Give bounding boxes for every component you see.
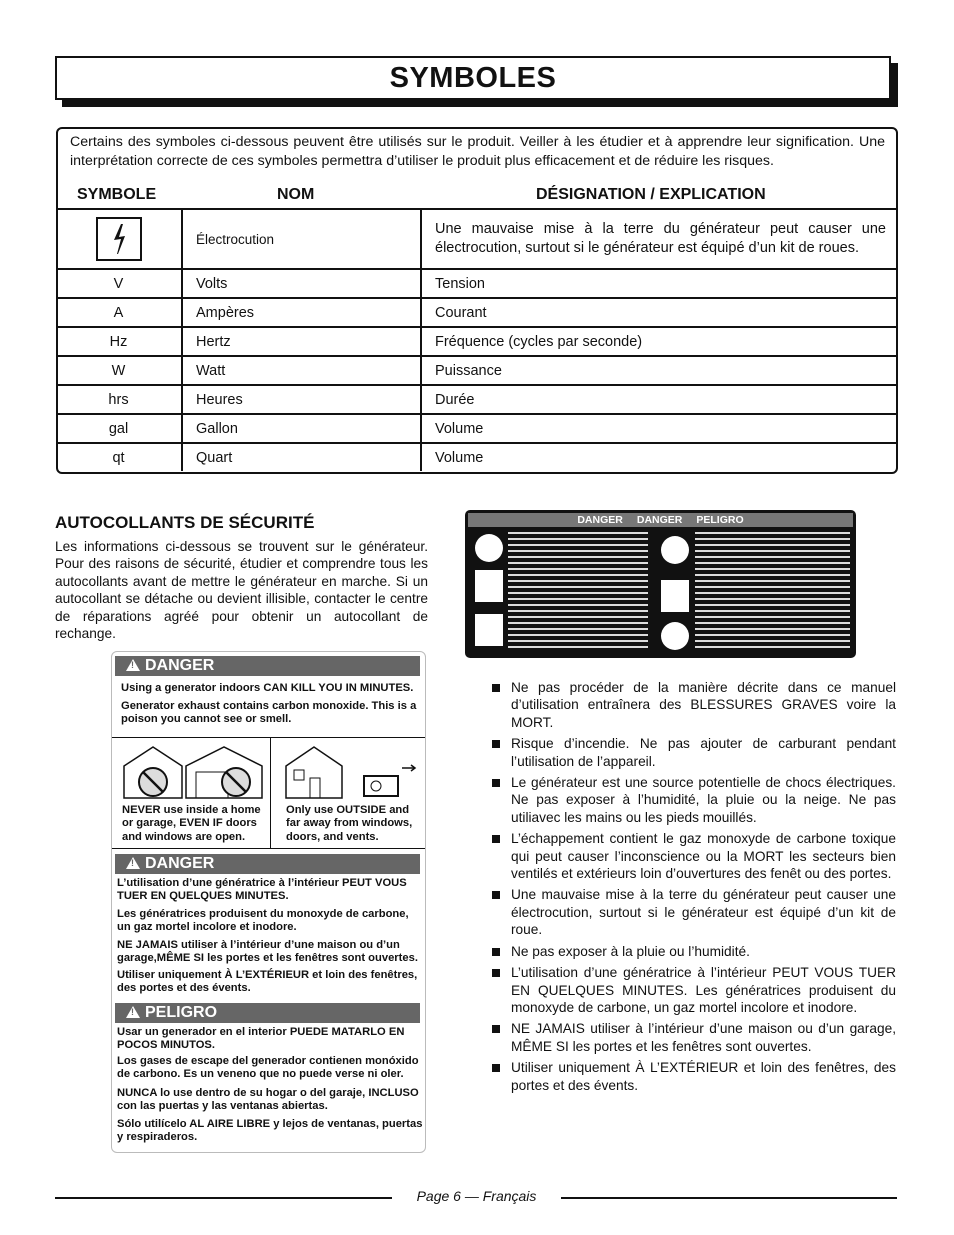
label-es-4: Sólo utilícelo AL AIRE LIBRE y lejos de ventanas, puertas y respiraderos. (117, 1118, 423, 1144)
symbol-cell: hrs (56, 385, 182, 414)
symbol-cell: qt (56, 443, 182, 471)
list-item: Le générateur est une source potentielle de chocs électriques. Ne pas exposer à l’humidité, la pluie ou la neige. Ne pas utiliavec les mains ou les pieds mouillés. (492, 774, 896, 826)
label-es-2: Los gases de escape del generador contienen monóxido de carbono. Es un veneno que no puede verse ni oler. (117, 1055, 419, 1081)
desc-cell: Volume (421, 414, 898, 443)
header-symbol: SYMBOLE (77, 186, 157, 203)
label-en-2: Generator exhaust contains carbon monoxide. This is a poison you cannot see or smell. (121, 700, 417, 726)
label2-bar (468, 513, 853, 527)
list-item: L’utilisation d’une génératrice à l’intérieur PEUT VOUS TUER EN QUELQUES MINUTES. Les génératrices produisent du monoxyde de carbone, un gaz mortel incolore et inodore. (492, 964, 896, 1016)
table-row (56, 327, 898, 356)
label2-text-left (508, 532, 648, 652)
section-text: Les informations ci-dessous se trouvent sur le générateur. Pour des raisons de sécurité, étudier et comprendre tous les autocollants avant de mettre le générateur en marche. Si un autocollant se détache ou devient illisible, contacter le centre de réparations agréé pour obtenir un autocollant de rechange. (55, 539, 428, 642)
page-title: SYMBOLES (389, 61, 557, 94)
footer-rule-right (561, 1197, 897, 1199)
symbol-cell: V (56, 269, 182, 298)
desc-cell: Durée (421, 385, 898, 414)
peligro-label: PELIGRO (145, 1004, 218, 1021)
footer-rule-left (55, 1197, 392, 1199)
name-cell: Ampères (182, 298, 421, 327)
no-indoor-house-icon (120, 744, 265, 800)
symbol-cell: W (56, 356, 182, 385)
electrocution-icon (661, 580, 689, 612)
warning-icon (126, 659, 140, 671)
label-es-3: NUNCA lo use dentro de su hogar o del garaje, INCLUSO con las puertas y las ventanas abiertas. (117, 1087, 419, 1113)
name-cell: Watt (182, 356, 421, 385)
desc-cell: Fréquence (cycles par seconde) (421, 327, 898, 356)
table-row (56, 209, 898, 269)
table-row (56, 356, 898, 385)
desc-cell: Puissance (421, 356, 898, 385)
never-indoor-text: NEVER use inside a home or garage, EVEN IF doors and windows are open. (122, 804, 261, 843)
symbols-table (56, 208, 898, 471)
name-cell: Gallon (182, 414, 421, 443)
intro-text: Certains des symboles ci-dessous peuvent être utilisés sur le produit. Veiller à les étudier et à apprendre leur signification. Une interprétation correcte de ces symboles permettra d’utiliser le produit plus efficacement et de réduire les risques. (70, 134, 885, 169)
desc-cell: Une mauvaise mise à la terre du générateur peut causer une électrocution, surtout si le générateur est équipé d’un kit de roues. (421, 209, 898, 269)
list-item: L’échappement contient le gaz monoxyde de carbone toxique qui peut causer l’inconscience ou la MORT les secteurs bien ventilés et extérieurs loin d’ouvertures des fenêt ou des portes. (492, 830, 896, 882)
table-row (56, 414, 898, 443)
footer-text: Page 6 — Français (416, 1188, 537, 1204)
symbol-cell: Hz (56, 327, 182, 356)
name-cell: Heures (182, 385, 421, 414)
header-name: NOM (277, 186, 315, 203)
warning-icon (126, 857, 140, 869)
danger-fr-label: DANGER (145, 855, 215, 872)
title-box (55, 56, 891, 100)
name-cell: Volts (182, 269, 421, 298)
symbol-cell: gal (56, 414, 182, 443)
table-row (56, 269, 898, 298)
section-title: AUTOCOLLANTS DE SÉCURITÉ (55, 513, 315, 532)
symbol-cell (56, 209, 182, 269)
label2-text-right (695, 532, 850, 652)
list-item: Ne pas exposer à la pluie ou l’humidité. (492, 943, 896, 960)
list-item: Risque d’incendie. Ne pas ajouter de carburant pendant l’utilisation de l’appareil. (492, 735, 896, 770)
danger-bar-en (115, 656, 420, 676)
table-row (56, 385, 898, 414)
danger-en-label: DANGER (145, 657, 215, 674)
outdoor-generator-icon (284, 744, 419, 800)
label-es-1: Usar un generador en el interior PUEDE MATARLO EN POCOS MINUTOS. (117, 1026, 405, 1052)
desc-cell: Courant (421, 298, 898, 327)
table-row (56, 443, 898, 471)
name-cell: Électrocution (182, 209, 421, 269)
list-item: Une mauvaise mise à la terre du générateur peut causer une électrocution, surtout si le générateur est équipé d’un kit de roue. (492, 886, 896, 938)
name-cell: Hertz (182, 327, 421, 356)
label2-danger-1: DANGER (577, 514, 623, 526)
label-fr-2: Les génératrices produisent du monoxyde de carbone, un gaz mortel incolore et inodore. (117, 908, 409, 934)
danger-bar-fr (115, 854, 420, 874)
list-item: Ne pas procéder de la manière décrite dans ce manuel d’utilisation entraînera des BLESSURES GRAVES voire la MORT. (492, 679, 896, 731)
peligro-bar (115, 1003, 420, 1023)
danger-label (111, 651, 426, 1153)
table-row (56, 298, 898, 327)
electrocution-icon (96, 217, 142, 261)
exhaust-icon (661, 536, 689, 564)
label2-danger-2: DANGER (636, 514, 683, 526)
warning-icon (126, 1006, 140, 1018)
no-rain-icon (661, 622, 689, 650)
pictogram-area (112, 737, 425, 849)
bullet-list (492, 679, 896, 1098)
generator-warning-label (465, 510, 856, 658)
label2-peligro: PELIGRO (696, 514, 744, 526)
manual-icon (475, 534, 503, 562)
shock-icon (475, 614, 503, 646)
list-item: Utiliser uniquement À L’EXTÉRIEUR et loin des fenêtres, des portes et des évents. (492, 1059, 896, 1094)
label-fr-4: Utiliser uniquement À L’EXTÉRIEUR et loin des fenêtres, des portes et des évents. (117, 969, 418, 995)
label-fr-1: L’utilisation d’une génératrice à l’intérieur PEUT VOUS TUER EN QUELQUES MINUTES. (117, 877, 407, 903)
list-item: NE JAMAIS utiliser à l’intérieur d’une maison ou d’un garage, MÊME SI les portes et les fenêtres sont ouvertes. (492, 1020, 896, 1055)
pictogram-divider (270, 738, 271, 848)
fire-icon (475, 570, 503, 602)
label-en-1: Using a generator indoors CAN KILL YOU IN MINUTES. (121, 682, 414, 694)
symbol-cell: A (56, 298, 182, 327)
outside-only-text: Only use OUTSIDE and far away from windows, doors, and vents. (286, 804, 413, 843)
desc-cell: Tension (421, 269, 898, 298)
name-cell: Quart (182, 443, 421, 471)
header-designation: DÉSIGNATION / EXPLICATION (536, 186, 766, 203)
label-fr-3: NE JAMAIS utiliser à l’intérieur d’une maison ou d’un garage,MÊME SI les portes et les fenêtres sont ouvertes. (117, 939, 418, 965)
desc-cell: Volume (421, 443, 898, 471)
